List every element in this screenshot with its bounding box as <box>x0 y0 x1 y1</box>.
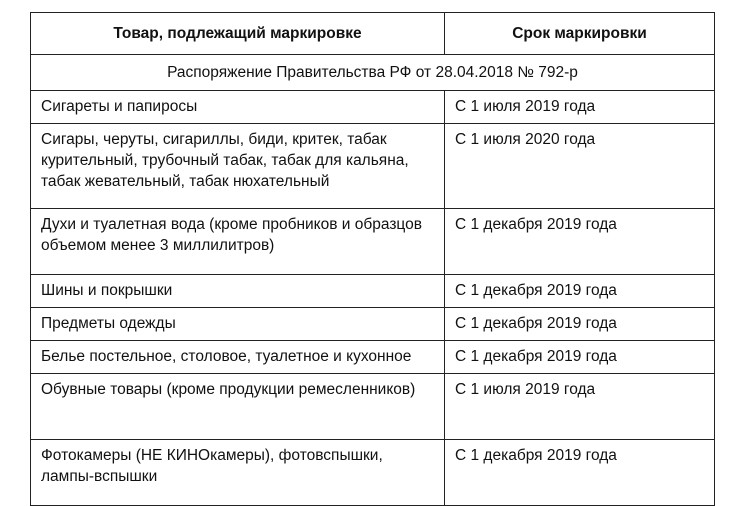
header-deadline: Срок маркировки <box>445 13 715 55</box>
decree-text: Распоряжение Правительства РФ от 28.04.2018 № 792-р <box>31 55 715 91</box>
table-header-row <box>31 13 715 55</box>
product-cell: Белье постельное, столовое, туалетное и кухонное <box>31 341 445 374</box>
table-row <box>31 374 715 440</box>
deadline-cell: С 1 декабря 2019 года <box>445 440 715 506</box>
product-cell: Предметы одежды <box>31 308 445 341</box>
header-product: Товар, подлежащий маркировке <box>31 13 445 55</box>
product-cell: Сигареты и папиросы <box>31 91 445 124</box>
deadline-cell: С 1 июля 2020 года <box>445 124 715 209</box>
product-cell: Фотокамеры (НЕ КИНОкамеры), фотовспышки, лампы-вспышки <box>31 440 445 506</box>
table-row <box>31 91 715 124</box>
product-cell: Обувные товары (кроме продукции ремесленников) <box>31 374 445 440</box>
table-row <box>31 124 715 209</box>
table-row <box>31 275 715 308</box>
table-row <box>31 440 715 506</box>
deadline-cell: С 1 декабря 2019 года <box>445 275 715 308</box>
deadline-cell: С 1 декабря 2019 года <box>445 209 715 275</box>
decree-row <box>31 55 715 91</box>
table-row <box>31 209 715 275</box>
table-row <box>31 341 715 374</box>
deadline-cell: С 1 июля 2019 года <box>445 374 715 440</box>
deadline-cell: С 1 декабря 2019 года <box>445 341 715 374</box>
marking-deadlines-table <box>30 12 715 506</box>
deadline-cell: С 1 декабря 2019 года <box>445 308 715 341</box>
table-row <box>31 308 715 341</box>
deadline-cell: С 1 июля 2019 года <box>445 91 715 124</box>
product-cell: Духи и туалетная вода (кроме пробников и образцов объемом менее 3 миллилитров) <box>31 209 445 275</box>
product-cell: Сигары, черуты, сигариллы, биди, критек, табак курительный, трубочный табак, табак для кальяна, табак жевательный, табак нюхательный <box>31 124 445 209</box>
product-cell: Шины и покрышки <box>31 275 445 308</box>
